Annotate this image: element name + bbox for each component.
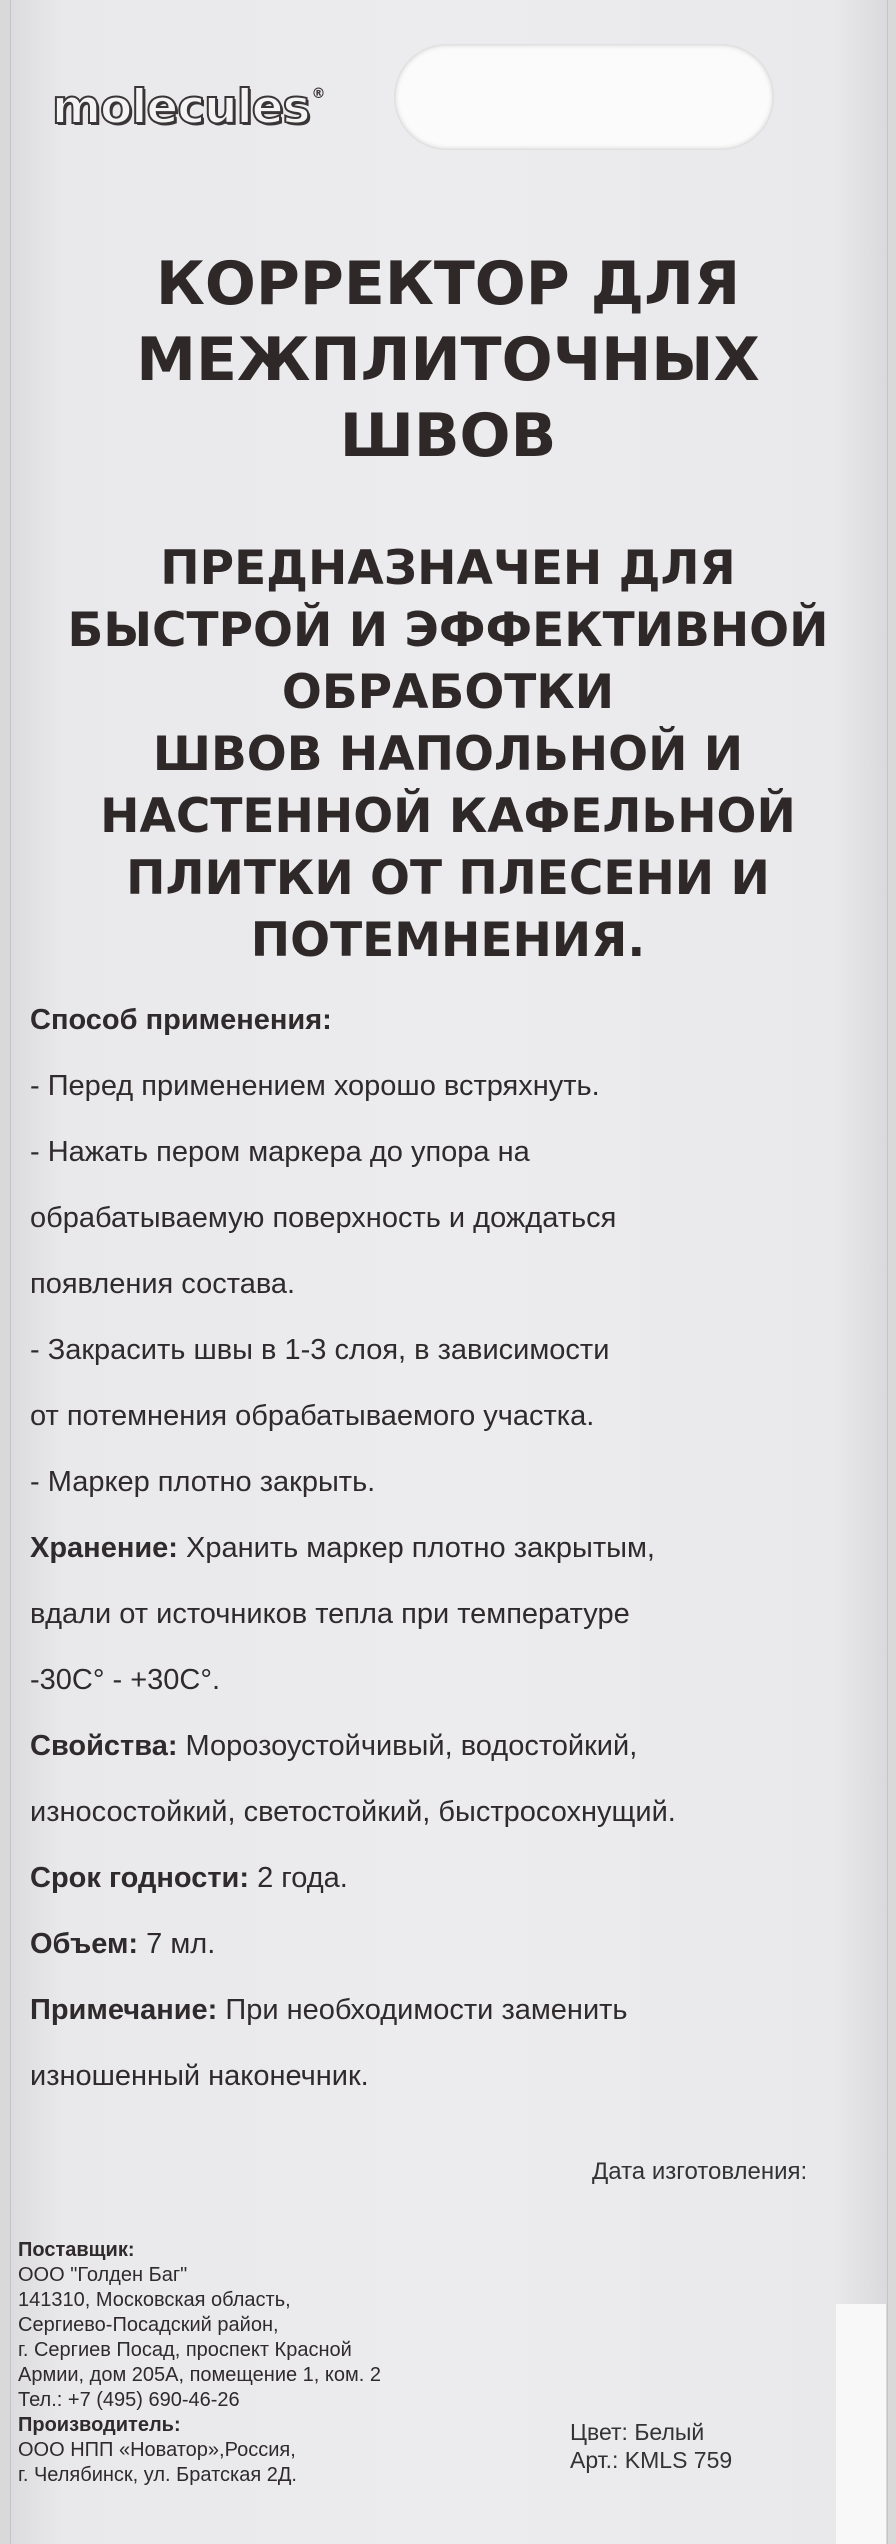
title-line: КОРРЕКТОР ДЛЯ — [155, 249, 741, 319]
supplier-line: Сергиево-Посадский район, — [18, 2314, 279, 2336]
product-title — [10, 246, 886, 474]
properties-line: износостойкий, светостойкий, быстросохнущий. — [30, 1796, 676, 1828]
shelf-life: Срок годности: 2 года. — [30, 1862, 348, 1894]
manufacturer-line: ООО НПП «Новатор»,Россия, — [18, 2439, 296, 2461]
manufacturer-line: г. Челябинск, ул. Братская 2Д. — [18, 2464, 297, 2486]
manufacturer-heading: Производитель: — [18, 2414, 181, 2436]
title-line: МЕЖПЛИТОЧНЫХ — [136, 325, 760, 395]
brand-logo-text: molecules — [52, 80, 310, 135]
instruction-line: - Перед применением хорошо встряхнуть. — [30, 1070, 600, 1102]
supplier-heading: Поставщик: — [18, 2239, 135, 2261]
supplier-line: ООО "Голден Баг" — [18, 2264, 188, 2286]
storage-line: Хранение: Хранить маркер плотно закрытым, — [30, 1532, 655, 1564]
purpose-line: ПОТЕМНЕНИЯ. — [250, 913, 646, 968]
supplier-info — [18, 2238, 518, 2488]
properties-label: Свойства: — [30, 1730, 178, 1762]
note-label: Примечание: — [30, 1994, 218, 2026]
volume: Объем: 7 мл. — [30, 1928, 216, 1960]
instruction-line: от потемнения обрабатываемого участка. — [30, 1400, 595, 1432]
shelf-life-label: Срок годности: — [30, 1862, 250, 1894]
purpose-line: ОБРАБОТКИ — [281, 665, 615, 720]
hang-hole — [394, 44, 774, 150]
purpose-line: ПРЕДНАЗНАЧЕН ДЛЯ — [160, 541, 736, 596]
label-patch — [836, 2304, 886, 2544]
note-line: изношенный наконечник. — [30, 2060, 369, 2092]
registered-mark: ® — [311, 86, 325, 102]
purpose-line: ПЛИТКИ ОТ ПЛЕСЕНИ И — [126, 851, 770, 906]
properties-line: Свойства: Морозоустойчивый, водостойкий, — [30, 1730, 638, 1762]
supplier-line: г. Сергиев Посад, проспект Красной — [18, 2339, 352, 2361]
purpose-line: НАСТЕННОЙ КАФЕЛЬНОЙ — [100, 789, 796, 844]
title-line: ШВОВ — [339, 401, 557, 471]
instruction-line: - Закрасить швы в 1-3 слоя, в зависимости — [30, 1334, 610, 1366]
color-label: Цвет: Белый — [570, 2419, 705, 2445]
storage-label: Хранение: — [30, 1532, 178, 1564]
instructions-heading: Способ применения: — [30, 1004, 332, 1036]
purpose-line: БЫСТРОЙ И ЭФФЕКТИВНОЙ — [67, 603, 829, 658]
purpose-line: ШВОВ НАПОЛЬНОЙ И — [152, 727, 744, 782]
supplier-line: 141310, Московская область, — [18, 2289, 291, 2311]
brand-logo — [52, 80, 323, 135]
note-line: Примечание: При необходимости заменить — [30, 1994, 628, 2026]
supplier-line: Тел.: +7 (495) 690-46-26 — [18, 2389, 240, 2411]
color-article-block — [570, 2418, 732, 2474]
supplier-line: Армии, дом 205А, помещение 1, ком. 2 — [18, 2364, 381, 2386]
instruction-line: обрабатываемую поверхность и дождаться — [30, 1202, 617, 1234]
storage-line: вдали от источников тепла при температуре — [30, 1598, 630, 1630]
instruction-line: появления состава. — [30, 1268, 296, 1300]
article-label: Арт.: KMLS 759 — [570, 2447, 733, 2473]
volume-label: Объем: — [30, 1928, 139, 1960]
manufacture-date-label: Дата изготовления: — [592, 2158, 808, 2185]
product-purpose — [10, 538, 886, 972]
instruction-line: - Маркер плотно закрыть. — [30, 1466, 376, 1498]
storage-line: -30С° - +30С°. — [30, 1664, 221, 1696]
usage-text — [30, 998, 870, 2120]
instruction-line: - Нажать пером маркера до упора на — [30, 1136, 530, 1168]
